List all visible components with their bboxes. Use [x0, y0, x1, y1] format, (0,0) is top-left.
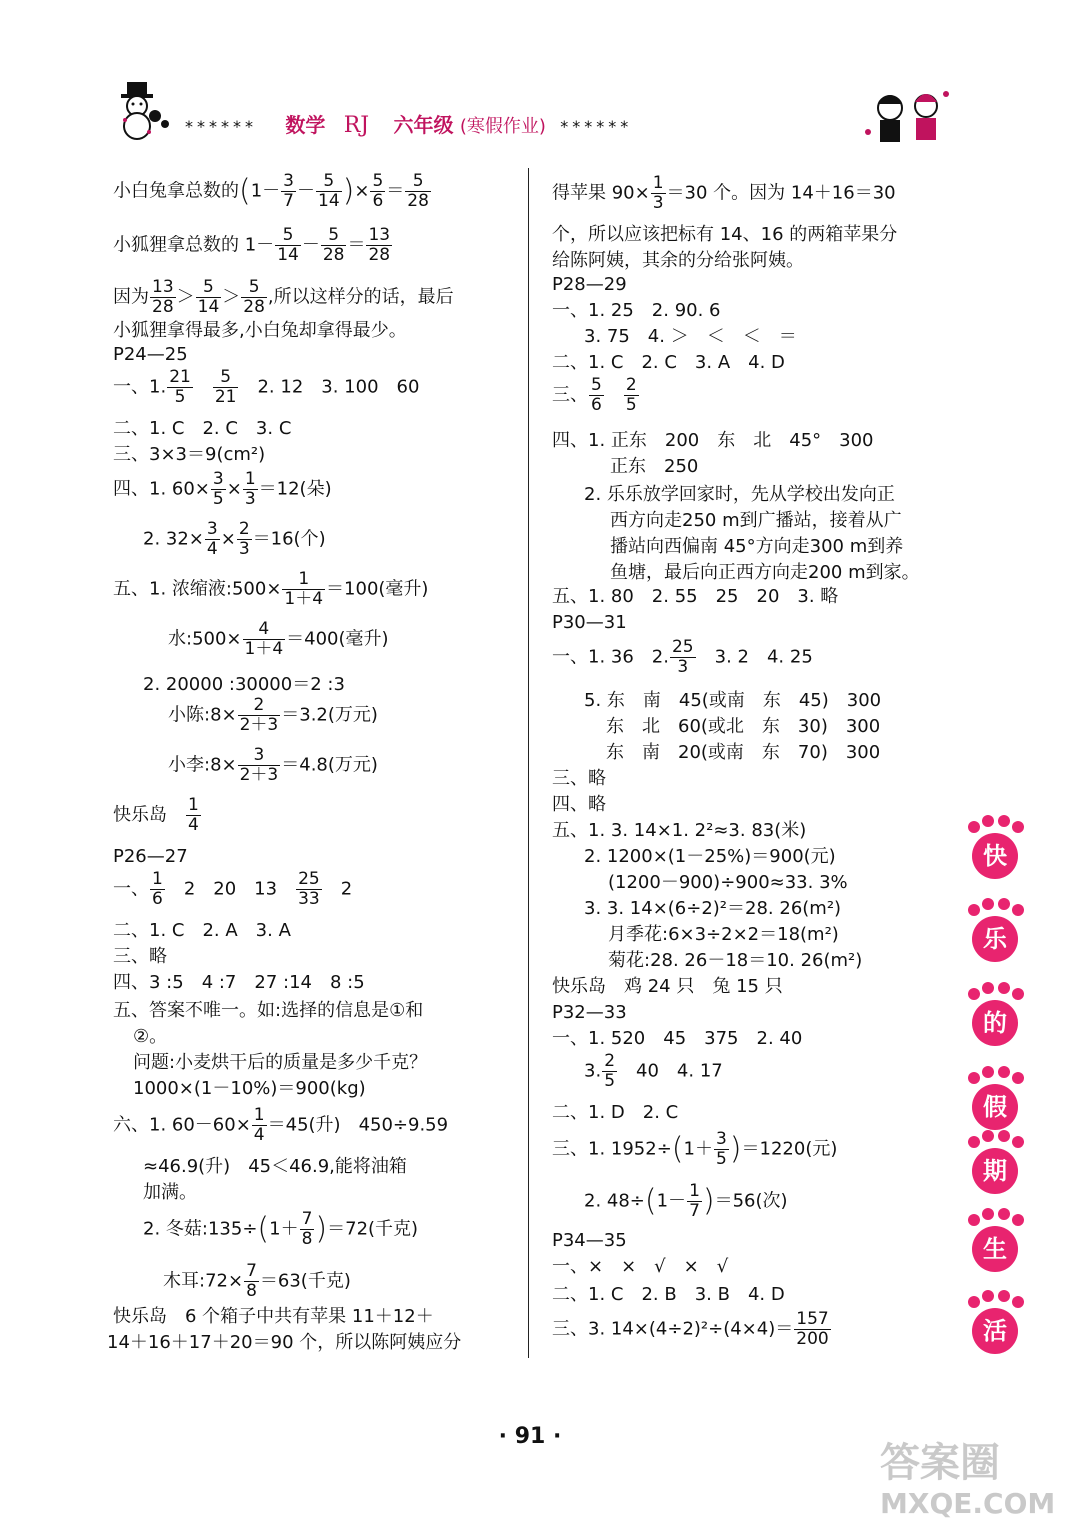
fraction-numerator: 7 [246, 1261, 257, 1281]
paw-badge [960, 982, 1032, 1054]
paw-toe-icon [968, 1214, 980, 1226]
paw-toe-icon [1012, 904, 1024, 916]
answer-line: ≈46.9(升) 45＜46.9,能将油箱 [143, 1156, 407, 1177]
fraction [366, 226, 392, 265]
text-segment: 40 4. 17 [636, 1060, 723, 1082]
fraction-denominator: 3 [244, 489, 256, 509]
column-divider [528, 168, 529, 1358]
fraction-denominator: 5 [604, 1071, 616, 1091]
fraction-numerator: 5 [241, 278, 267, 298]
fraction [370, 172, 385, 211]
text-segment: 三、3. 14×(4÷2)²÷(4×4)＝ [552, 1318, 794, 1340]
answer-line: 加满。 [143, 1182, 197, 1203]
answer-line [584, 1052, 723, 1091]
fraction [316, 172, 342, 211]
paw-toe-icon [982, 1066, 994, 1078]
answer-line: 一、1. 520 45 375 2. 40 [552, 1028, 803, 1049]
large-paren: ( [257, 1211, 270, 1247]
answer-line: 1000×(1－10%)＝900(kg) [133, 1078, 366, 1099]
fraction-denominator: 4 [206, 539, 218, 559]
text-segment: 木耳:72× [163, 1270, 244, 1292]
fraction-denominator: 5 [715, 1149, 727, 1169]
fraction-denominator: 3 [677, 657, 689, 677]
fraction-denominator: 2＋3 [239, 715, 279, 735]
watermark-text: 答案圈 [880, 1440, 1000, 1486]
paw-toe-icon [998, 1290, 1010, 1302]
fraction [238, 696, 281, 735]
answer-line: 2. 32× $\frac{3}{4}$ × $\frac{2}{3}$ ＝16(个) [143, 519, 326, 559]
paw-char: 的 [972, 1000, 1018, 1046]
text-segment: ＝1220(元) [741, 1138, 838, 1160]
large-paren: ) [315, 1211, 328, 1247]
page-range-label: P24—25 [113, 344, 188, 365]
large-paren: ) [702, 1183, 715, 1219]
paw-toe-icon [982, 898, 994, 910]
fraction-numerator: 1 [652, 173, 664, 193]
text-segment: ＝100(毫升) [326, 578, 429, 600]
fraction-numerator: 1 [188, 795, 199, 815]
fraction-denominator: 1＋4 [244, 639, 284, 659]
fraction-numerator: 5 [213, 368, 239, 388]
fraction-denominator: 6 [591, 395, 602, 415]
text-segment: ＝16(个) [252, 528, 326, 550]
text-segment: ＝3.2(万元) [281, 704, 378, 726]
paw-toe-icon [1012, 821, 1024, 833]
fraction-denominator: 4 [253, 1125, 265, 1145]
paw-toe-icon [998, 982, 1010, 994]
paw-toe-icon [998, 1066, 1010, 1078]
paw-toe-icon [968, 904, 980, 916]
answer-line [113, 1106, 448, 1145]
answer-line: 三、3×3＝9(cm²) [113, 444, 266, 465]
fraction [196, 278, 222, 317]
fraction [244, 1262, 259, 1301]
paw-char: 期 [972, 1148, 1018, 1194]
fraction-denominator: 6 [152, 889, 163, 909]
fraction-numerator: 25 [671, 637, 694, 657]
text-segment: ＝63(千克) [259, 1270, 351, 1292]
fraction-numerator: 2 [238, 519, 250, 539]
paw-toe-icon [968, 1072, 980, 1084]
answer-line: 一、× × √ × √ [552, 1256, 729, 1277]
text-segment: 2 20 13 [183, 878, 278, 900]
text-segment: ＝4.8(万元) [281, 754, 378, 776]
answer-line: 二、1. C 2. B 3. B 4. D [552, 1284, 785, 1305]
text-segment: 小陈:8× [168, 704, 237, 726]
answer-line [113, 870, 352, 909]
answer-line: 三、略 [113, 946, 167, 967]
text-segment: 2. 32× [143, 528, 204, 550]
answer-line: 小狐狸拿得最多,小白兔却拿得最少。 [113, 320, 407, 341]
answer-line: 快乐岛 6 个箱子中共有苹果 11＋12＋ [113, 1306, 434, 1327]
paw-badge [960, 1208, 1032, 1280]
paw-char: 快 [972, 833, 1018, 879]
answer-line: (1200－900)÷900≈33. 3% [608, 872, 848, 893]
answer-line: 二、1. C 2. C 3. C [113, 418, 292, 439]
text-segment: 水:500× [168, 628, 242, 650]
paw-char: 乐 [972, 916, 1018, 962]
fraction-denominator: 7 [283, 191, 294, 211]
fraction [300, 1210, 315, 1249]
answer-line: 14＋16＋17＋20＝90 个，所以陈阿姨应分 [107, 1332, 462, 1353]
paw-toe-icon [982, 1130, 994, 1142]
page-header [100, 80, 960, 150]
fraction-denominator: 14 [197, 297, 220, 317]
page-number: · 91 · [498, 1424, 562, 1449]
fraction [714, 1130, 729, 1169]
fraction [624, 376, 639, 415]
text-segment: ＝30 个。因为 14＋16＝30 [666, 182, 896, 204]
fraction-denominator: 8 [246, 1281, 257, 1301]
fraction-denominator: 14 [318, 191, 340, 211]
paw-toe-icon [968, 1136, 980, 1148]
paw-badge [960, 1290, 1032, 1362]
answer-line: 给陈阿姨，其余的分给张阿姨。 [552, 250, 804, 271]
answer-line: 2. 乐乐放学回家时，先从学校出发向正 [584, 484, 895, 505]
answer-line: 东 北 60(或北 东 30) 300 [606, 716, 881, 737]
stars-right: ****** [560, 117, 633, 136]
answer-line: 四、3 :5 4 :7 27 :14 8 :5 [113, 972, 365, 993]
answer-line: 四、1. 60× $\frac{3}{5}$ × $\frac{1}{3}$ ＝12(朵) [113, 469, 332, 509]
answer-line: 四、略 [552, 794, 606, 815]
answer-line: 因为 $\frac{13}{28}$ ＞ $\frac{5}{14}$ ＞ $\frac{5}{28}$ ,所以这样分的话，最后 [113, 277, 454, 317]
paw-toe-icon [968, 821, 980, 833]
watermark [880, 1440, 1060, 1530]
answer-line: 一、1. 25 2. 90. 6 [552, 300, 721, 321]
large-paren: ) [342, 173, 355, 209]
text-segment: 3. 2 4. 25 [714, 646, 813, 668]
text-segment: 一、 [113, 878, 149, 900]
answer-line: 播站向西偏南 45°方向走300 m到养 [610, 536, 904, 557]
fraction-numerator: 3 [206, 519, 218, 539]
answer-line [168, 696, 378, 735]
paw-toe-icon [982, 1208, 994, 1220]
text-segment: ＝56(次) [714, 1190, 788, 1212]
answer-line: 鱼塘，最后向正西方向走200 m到家。 [610, 562, 920, 583]
text-segment: ,所以这样分的话，最后 [267, 286, 454, 308]
text-segment: ＝72(千克) [327, 1218, 419, 1240]
answer-line: 快乐岛 鸡 24 只 兔 15 只 [552, 976, 783, 997]
fraction-denominator: 7 [689, 1201, 700, 1221]
answer-line: 西方向走250 m到广播站，接着从广 [610, 510, 902, 531]
text-segment: 小李:8× [168, 754, 237, 776]
fraction [602, 1052, 617, 1091]
fraction-numerator: 2 [604, 1051, 616, 1071]
paw-toe-icon [998, 1208, 1010, 1220]
page-range-label: P30—31 [552, 612, 627, 633]
paw-char: 活 [972, 1308, 1018, 1354]
text-segment: ＝400(毫升) [286, 628, 389, 650]
fraction [167, 368, 193, 407]
fraction-numerator: 13 [152, 277, 174, 297]
answer-line [168, 620, 389, 659]
fraction-numerator: 4 [243, 620, 286, 640]
fraction-numerator: 3 [715, 1129, 727, 1149]
fraction-numerator: 5 [275, 226, 301, 246]
fraction-numerator: 3 [238, 746, 281, 766]
fraction-numerator: 21 [169, 367, 191, 387]
fraction [150, 870, 165, 909]
text-segment: 2. 冬菇:135÷ [143, 1218, 258, 1240]
stars-left: ****** [185, 117, 257, 136]
fraction [296, 870, 322, 909]
paw-toe-icon [1012, 1136, 1024, 1148]
text-segment: 3. [584, 1060, 602, 1082]
text-segment: 小狐狸拿总数的 1－ [113, 234, 275, 256]
answer-line: 5. 东 南 45(或南 东 45) 300 [584, 690, 882, 711]
fraction [243, 470, 258, 509]
fraction [282, 570, 325, 609]
text-segment: 五、1. 浓缩液:500× [113, 578, 282, 600]
fraction-denominator: 14 [277, 245, 299, 265]
fraction-denominator: 28 [152, 297, 174, 317]
subject-label: 数学 [285, 113, 326, 137]
fraction-numerator: 3 [212, 469, 224, 489]
watermark-url: MXQE.COM [880, 1487, 1056, 1520]
answer-line: 小白兔拿总数的(1－ $\frac{3}{7}$ － $\frac{5}{14}$ )× $\frac{5}{6}$ ＝ $\frac{5}{28}$ [113, 171, 429, 211]
paw-toe-icon [1012, 1296, 1024, 1308]
answer-line: 2. 20000 :30000＝2 :3 [143, 674, 345, 695]
text-segment: 2 [340, 878, 353, 900]
fraction-denominator: 28 [322, 245, 345, 265]
fraction [243, 620, 286, 659]
fraction-denominator: 28 [368, 245, 391, 265]
answer-line: 2. 48÷(1－ $\frac{1}{7}$ )＝56(次) [584, 1181, 788, 1221]
paw-toe-icon [1012, 1214, 1024, 1226]
text-segment: 因为 [113, 286, 149, 308]
text-segment: 三、 [552, 384, 588, 406]
text-segment: 一、1. [113, 376, 167, 398]
answer-line [113, 570, 428, 609]
answer-line: 正东 250 [610, 456, 699, 477]
answer-line: 二、1. C 2. A 3. A [113, 920, 291, 941]
large-paren: ( [644, 1183, 657, 1219]
answer-line: 3. 75 4. ＞ ＜ ＜ ＝ [584, 326, 797, 347]
answer-line: 五、1. 3. 14×1. 2²≈3. 83(米) [552, 820, 807, 841]
large-paren: ( [671, 1131, 684, 1167]
answer-line: 五、答案不唯一。如:选择的信息是①和 [113, 1000, 424, 1021]
fraction-numerator: 3 [283, 171, 294, 191]
fraction-denominator: 5 [212, 489, 224, 509]
fraction [252, 1106, 267, 1145]
fraction-denominator: 1＋4 [284, 589, 324, 609]
fraction [321, 226, 347, 265]
fraction-denominator: 3 [238, 539, 250, 559]
fraction-denominator: 28 [407, 191, 429, 211]
answer-line: 月季花:6×3÷2×2＝18(m²) [608, 924, 839, 945]
fraction [589, 376, 604, 415]
kids-icon [860, 82, 955, 152]
text-segment: 小白兔拿总数的 [113, 180, 239, 202]
text-segment: 三、1. 1952÷ [552, 1138, 672, 1160]
fraction-numerator: 1 [253, 1105, 265, 1125]
paw-badge [960, 1066, 1032, 1138]
answer-line: ②。 [133, 1026, 168, 1047]
text-segment: ＝12(朵) [258, 478, 332, 500]
fraction-denominator: 5 [625, 395, 637, 415]
large-paren: ( [239, 173, 251, 209]
answer-line: 个，所以应该把标有 14、16 的两箱苹果分 [552, 224, 898, 245]
answer-line [163, 1262, 351, 1301]
large-paren: ) [729, 1131, 742, 1167]
fraction [238, 746, 281, 785]
fraction-numerator: 5 [321, 226, 347, 246]
header-title [185, 110, 885, 140]
fraction-denominator: 6 [372, 191, 384, 211]
paw-toe-icon [982, 815, 994, 827]
answer-line: 2. 冬菇:135÷(1＋ $\frac{7}{8}$ )＝72(千克) [143, 1209, 419, 1249]
fraction [205, 520, 220, 559]
fraction [281, 172, 296, 211]
fraction [670, 638, 696, 677]
fraction-numerator: 1 [689, 1181, 700, 1201]
text-segment: 快乐岛 [113, 804, 167, 826]
fraction-denominator: 3 [652, 193, 664, 213]
fraction-numerator: 157 [796, 1309, 829, 1329]
paw-toe-icon [1012, 988, 1024, 1000]
answer-line: 问题:小麦烘干后的质量是多少千克？ [133, 1052, 428, 1073]
text-segment: 2. 12 3. 100 60 [257, 376, 420, 398]
fraction-denominator: 5 [174, 387, 186, 407]
text-segment: 得苹果 90× [552, 182, 650, 204]
paw-toe-icon [968, 1296, 980, 1308]
answer-line [113, 796, 202, 835]
fraction [186, 796, 201, 835]
answer-line: 2. 1200×(1－25%)＝900(元) [584, 846, 836, 867]
page-range-label: P32—33 [552, 1002, 627, 1023]
homework-label: (寒假作业) [459, 116, 546, 137]
fraction-numerator: 5 [591, 375, 602, 395]
fraction-denominator: 2＋3 [239, 765, 279, 785]
fraction [150, 278, 176, 317]
fraction-denominator: 4 [188, 815, 199, 835]
page-range-label: P28—29 [552, 274, 627, 295]
fraction [687, 1182, 702, 1221]
paw-toe-icon [1012, 1072, 1024, 1084]
answer-line: 三、1. 1952÷(1＋ $\frac{3}{5}$ )＝1220(元) [552, 1129, 838, 1169]
fraction-denominator: 33 [298, 889, 320, 909]
paw-badge [960, 815, 1032, 887]
answer-line [552, 638, 813, 677]
answer-line: 五、1. 80 2. 55 25 20 3. 略 [552, 586, 839, 607]
text-segment: 一、1. 36 2. [552, 646, 669, 668]
paw-toe-icon [998, 1130, 1010, 1142]
fraction-denominator: 21 [214, 387, 237, 407]
fraction-numerator: 5 [196, 278, 222, 298]
fraction-numerator: 5 [372, 171, 384, 191]
paw-toe-icon [998, 815, 1010, 827]
answer-line: 3. 3. 14×(6÷2)²＝28. 26(m²) [584, 898, 842, 919]
fraction-denominator: 28 [243, 297, 265, 317]
paw-toe-icon [982, 982, 994, 994]
answer-line [552, 376, 640, 415]
grade-label: 六年级 [393, 113, 454, 137]
paw-badge [960, 1130, 1032, 1202]
paw-char: 假 [972, 1084, 1018, 1130]
fraction-numerator: 2 [238, 696, 281, 716]
text-segment: 2. 48÷ [584, 1190, 645, 1212]
page-range-label: P34—35 [552, 1230, 627, 1251]
answer-line: 三、略 [552, 768, 606, 789]
fraction [651, 174, 666, 213]
fraction [211, 470, 226, 509]
answer-line: 小狐狸拿总数的 1－ $\frac{5}{14}$ － $\frac{5}{28}$ ＝ $\frac{13}{28}$ [113, 225, 391, 265]
answer-line: 二、1. D 2. C [552, 1102, 679, 1123]
answer-line: 菊花:28. 26－18＝10. 26(m²) [608, 950, 863, 971]
answer-line [552, 1310, 832, 1349]
fraction [241, 278, 267, 317]
fraction [794, 1310, 830, 1349]
fraction-numerator: 5 [316, 172, 342, 192]
fraction-numerator: 13 [368, 225, 391, 245]
answer-line [552, 174, 896, 213]
answer-line: 东 南 20(或南 东 70) 300 [606, 742, 881, 763]
text-segment: 四、1. 60× [113, 478, 210, 500]
page-range-label: P26—27 [113, 846, 188, 867]
text-segment: ＝45(升) 450÷9.59 [267, 1114, 449, 1136]
answer-line: 四、1. 正东 200 东 北 45° 300 [552, 430, 874, 451]
fraction [237, 520, 252, 559]
paw-badge [960, 898, 1032, 970]
answer-line [113, 368, 419, 407]
paw-toe-icon [998, 898, 1010, 910]
fraction [275, 226, 301, 265]
fraction-denominator: 8 [301, 1229, 313, 1249]
fraction-denominator: 200 [796, 1329, 829, 1349]
text-segment: 六、1. 60－60× [113, 1114, 251, 1136]
fraction [405, 172, 431, 211]
fraction-numerator: 5 [405, 172, 431, 192]
paw-toe-icon [968, 988, 980, 1000]
fraction [213, 368, 239, 407]
answer-line [168, 746, 378, 785]
fraction-numerator: 1 [244, 469, 256, 489]
fraction-numerator: 2 [625, 375, 637, 395]
snowman-icon [105, 80, 180, 140]
edition-label: RJ [343, 113, 370, 138]
fraction-numerator: 25 [298, 869, 320, 889]
answer-line: 二、1. C 2. C 3. A 4. D [552, 352, 785, 373]
fraction-numerator: 7 [301, 1209, 313, 1229]
paw-toe-icon [982, 1290, 994, 1302]
fraction-numerator: 1 [152, 869, 163, 889]
fraction-numerator: 1 [282, 570, 325, 590]
paw-char: 生 [972, 1226, 1018, 1272]
